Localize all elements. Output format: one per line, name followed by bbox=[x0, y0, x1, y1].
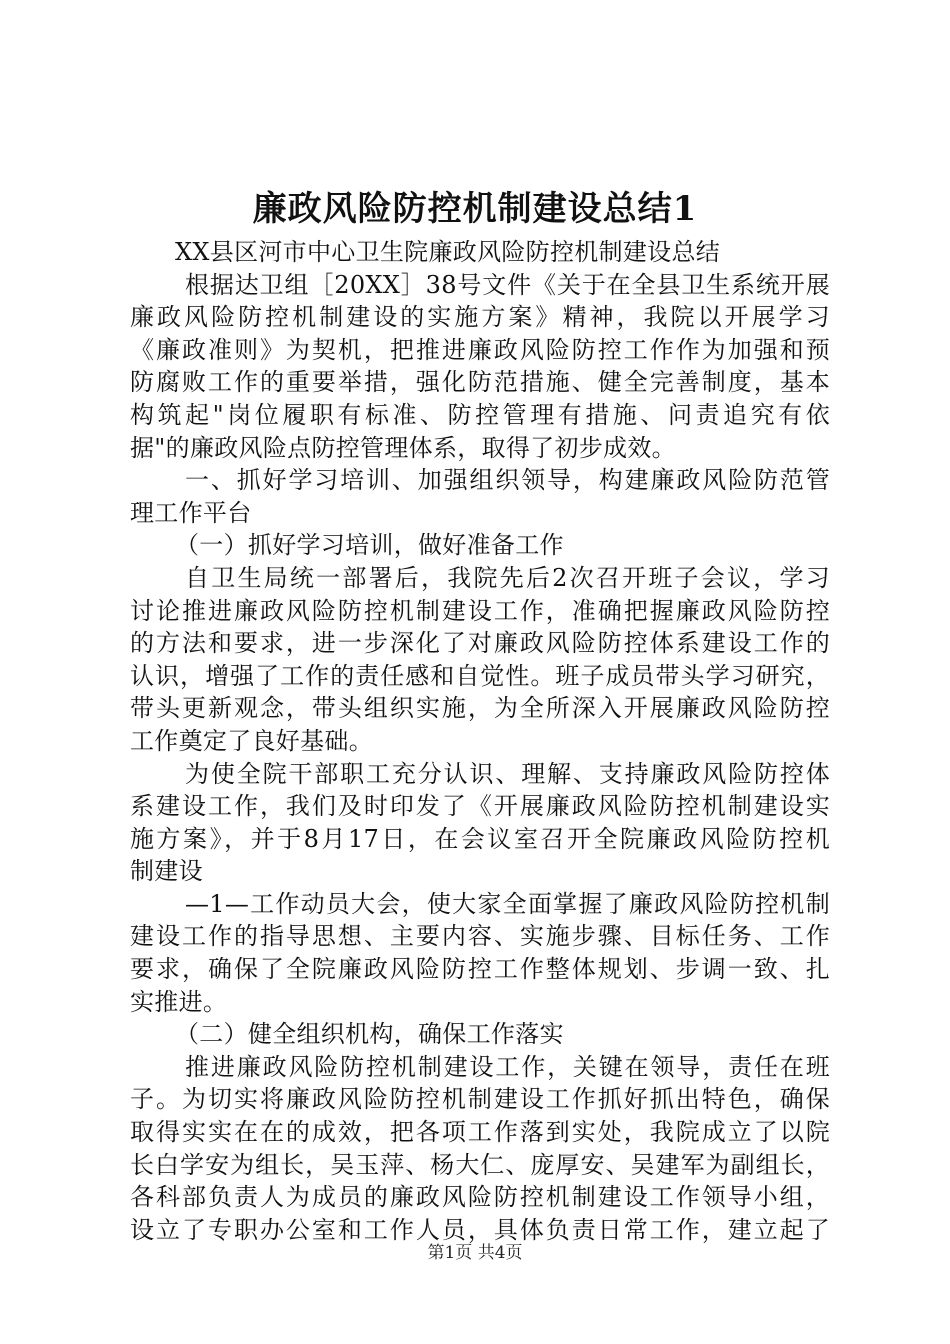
text-line: 设立了专职办公室和工作人员，具体负责日常工作，建立起了 bbox=[130, 1215, 830, 1244]
subsection-heading: （一）抓好学习培训，做好准备工作 bbox=[175, 531, 564, 560]
text-line: 长白学安为组长，吴玉萍、杨大仁、庞厚安、吴建军为副组长， bbox=[130, 1150, 830, 1179]
document-subtitle: XX县区河市中心卫生院廉政风险防控机制建设总结 bbox=[175, 238, 721, 266]
document-body bbox=[130, 236, 830, 1246]
text-line: 认识，增强了工作的责任感和自觉性。班子成员带头学习研究， bbox=[130, 661, 830, 690]
text-line: 《廉政准则》为契机，把推进廉政风险防控工作作为加强和预 bbox=[130, 335, 830, 364]
page-number: 第1页 共4页 bbox=[427, 1243, 523, 1263]
text-line: 实推进。 bbox=[130, 987, 228, 1016]
text-line: 要求，确保了全院廉政风险防控工作整体规划、步调一致、扎 bbox=[130, 955, 830, 984]
text-line: 为使全院干部职工充分认识、理解、支持廉政风险防控体 bbox=[185, 759, 830, 788]
subsection-heading: （二）健全组织机构，确保工作落实 bbox=[175, 1020, 564, 1049]
text-line: —1—工作动员大会，使大家全面掌握了廉政风险防控机制 bbox=[185, 889, 830, 918]
text-line: 子。为切实将廉政风险防控机制建设工作抓好抓出特色，确保 bbox=[130, 1085, 830, 1114]
section-heading: 理工作平台 bbox=[130, 498, 252, 527]
document-title: 廉政风险防控机制建设总结1 bbox=[252, 189, 698, 229]
text-line: 推进廉政风险防控机制建设工作，关键在领导，责任在班 bbox=[185, 1052, 830, 1081]
text-line: 制建设 bbox=[130, 857, 203, 886]
text-line: 自卫生局统一部署后，我院先后2次召开班子会议，学习 bbox=[185, 563, 830, 592]
text-line: 根据达卫组［20XX］38号文件《关于在全县卫生系统开展 bbox=[185, 270, 830, 299]
text-line: 廉政风险防控机制建设的实施方案》精神，我院以开展学习 bbox=[130, 303, 830, 332]
text-line: 讨论推进廉政风险防控机制建设工作，准确把握廉政风险防控 bbox=[130, 596, 830, 625]
text-line: 的方法和要求，进一步深化了对廉政风险防控体系建设工作的 bbox=[130, 629, 830, 658]
text-line: 各科部负责人为成员的廉政风险防控机制建设工作领导小组， bbox=[130, 1183, 830, 1212]
text-line: 建设工作的指导思想、主要内容、实施步骤、目标任务、工作 bbox=[130, 922, 830, 951]
text-line: 带头更新观念，带头组织实施，为全所深入开展廉政风险防控 bbox=[130, 694, 830, 723]
text-line: 据"的廉政风险点防控管理体系，取得了初步成效。 bbox=[130, 433, 676, 462]
text-line: 防腐败工作的重要举措，强化防范措施、健全完善制度，基本 bbox=[130, 368, 830, 397]
section-heading: 一、抓好学习培训、加强组织领导，构建廉政风险防范管 bbox=[185, 466, 830, 495]
text-line: 构筑起"岗位履职有标准、防控管理有措施、问责追究有依 bbox=[130, 400, 830, 429]
text-line: 系建设工作，我们及时印发了《开展廉政风险防控机制建设实 bbox=[130, 792, 830, 821]
text-line: 工作奠定了良好基础。 bbox=[130, 726, 373, 755]
text-line: 取得实实在在的成效，把各项工作落到实处，我院成立了以院 bbox=[130, 1118, 830, 1147]
text-line: 施方案》，并于8月17日，在会议室召开全院廉政风险防控机 bbox=[130, 824, 830, 853]
